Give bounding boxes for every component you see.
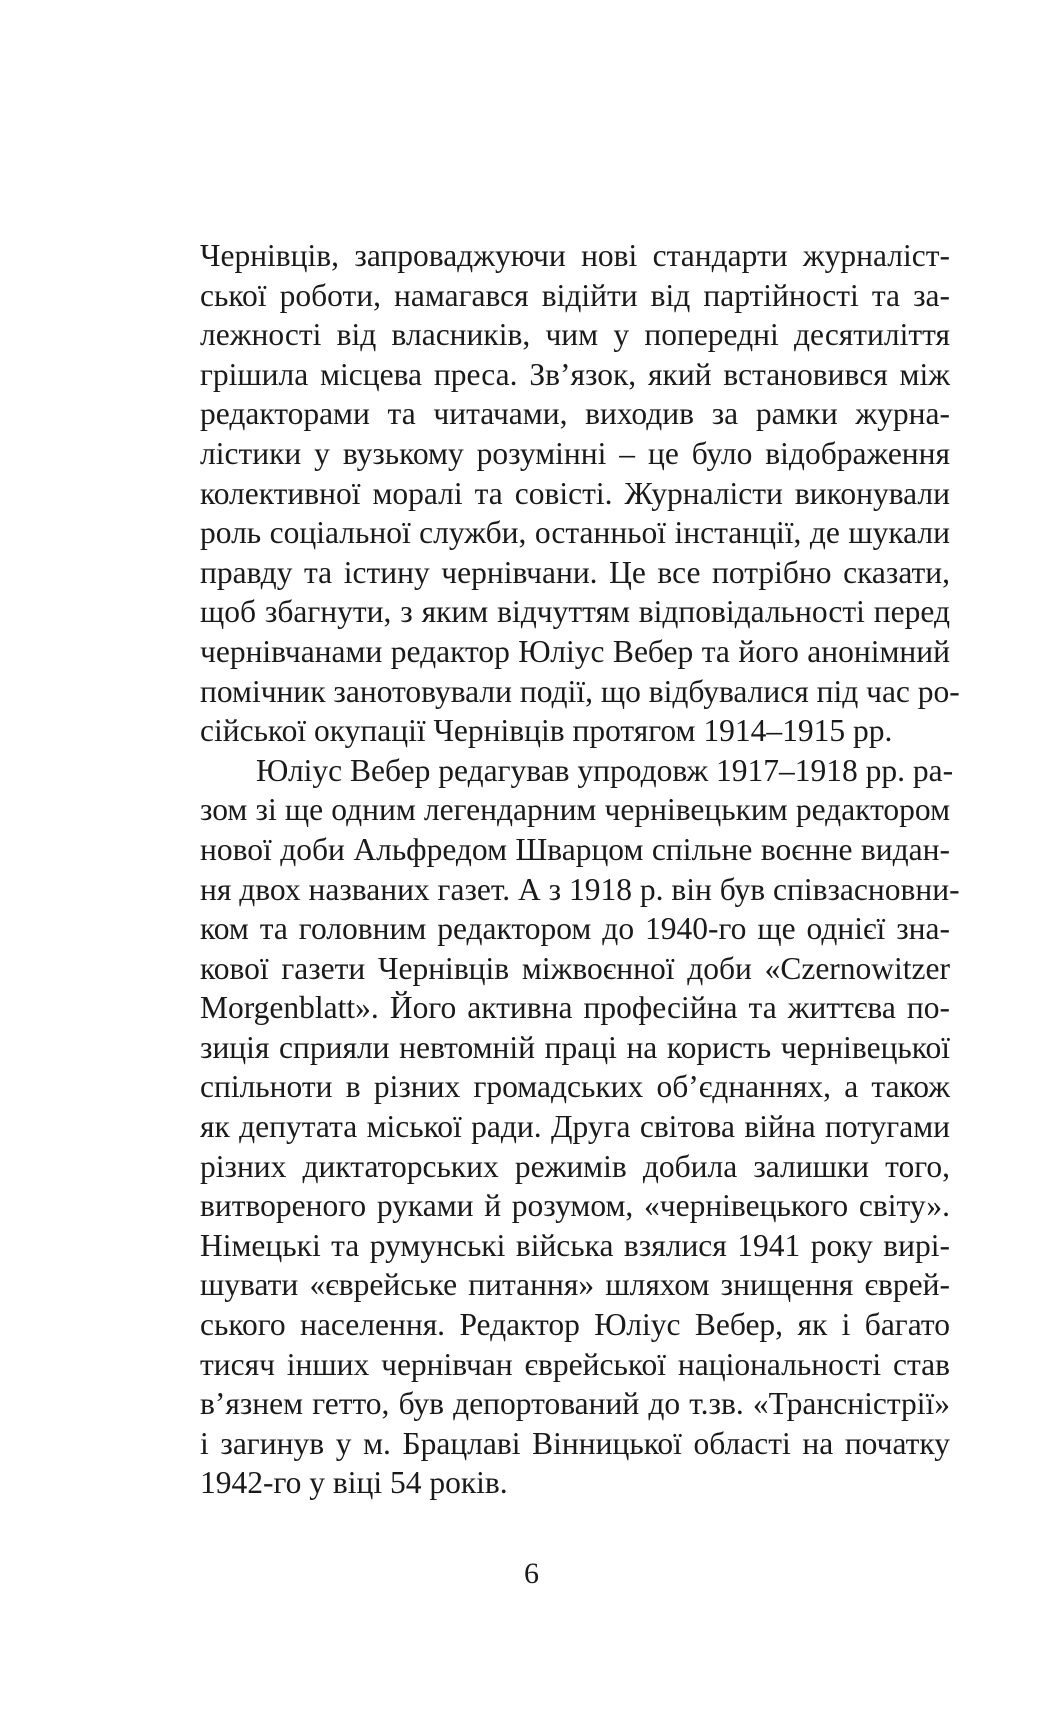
text-line: витвореного руками й розумом, «чернівецького світу». <box>200 1188 950 1224</box>
text-line: 1942-го у віці 54 років. <box>200 1465 508 1501</box>
text-line: ком та головним редактором до 1940-го ще однієї зна- <box>200 911 950 947</box>
text-line: Юліус Вебер редагував упродовж 1917–1918 рр. ра- <box>256 752 954 788</box>
text-line: роль соціальної служби, останньої інстанції, де шукали <box>200 515 950 551</box>
page-number: 6 <box>524 1557 539 1590</box>
text-line: редакторами та читачами, виходив за рамки журна- <box>200 396 950 432</box>
paragraph-2 <box>200 751 960 1503</box>
text-line: колективної моралі та совісті. Журналісти виконували <box>200 475 950 511</box>
text-line: спільноти в різних громадських об’єднаннях, а також <box>200 1069 950 1105</box>
text-line: різних диктаторських режимів добила залишки того, <box>200 1148 950 1184</box>
text-line: нової доби Альфредом Шварцом спільне воєнне видан- <box>200 831 950 867</box>
text-line: як депутата міської ради. Друга світова війна потугами <box>200 1109 950 1145</box>
text-line: сійської окупації Чернівців протягом 1914–1915 рр. <box>200 713 893 749</box>
text-line: в’язнем гетто, був депортований до т.зв. «Трансністрії» <box>200 1386 950 1422</box>
text-line: лістики у вузькому розумінні – це було відображення <box>200 435 950 471</box>
text-line: Німецькі та румунські війська взялися 1941 року вирі- <box>200 1227 950 1263</box>
body-text <box>200 236 960 1503</box>
text-line: ня двох названих газет. А з 1918 р. він був співзасновни- <box>200 871 960 907</box>
text-line: лежності від власників, чим у попередні десятиліття <box>200 317 950 353</box>
text-line: грішила місцева преса. Зв’язок, який встановився між <box>200 356 950 392</box>
text-line: і загинув у м. Брацлаві Вінницької області на початку <box>200 1425 950 1461</box>
text-line: щоб збагнути, з яким відчуттям відповідальності перед <box>200 594 950 630</box>
text-line: Чернівців, запроваджуючи нові стандарти журналіст- <box>200 238 950 273</box>
text-line: помічник занотовували події, що відбувалися під час ро- <box>200 673 960 709</box>
text-line: зом зі ще одним легендарним чернівецьким редактором <box>200 792 950 828</box>
text-line: чернівчанами редактор Юліус Вебер та його анонімний <box>200 633 950 669</box>
text-line: зиція сприяли невтомній праці на користь чернівецької <box>200 1029 950 1065</box>
text-line: кової газети Чернівців міжвоєнної доби «Czernowitzer <box>200 950 950 986</box>
text-line: ської роботи, намагався відійти від партійності та за- <box>200 277 950 313</box>
text-line: правду та істину чернівчани. Це все потрібно сказати, <box>200 554 950 590</box>
text-line: тисяч інших чернівчан єврейської національності став <box>200 1346 950 1382</box>
text-line: шувати «єврейське питання» шляхом знищення єврей- <box>200 1267 950 1303</box>
paragraph-1 <box>200 236 960 751</box>
text-line: ського населення. Редактор Юліус Вебер, як і багато <box>200 1307 950 1343</box>
text-line: Morgenblatt». Його активна професійна та життєва по- <box>200 990 950 1026</box>
